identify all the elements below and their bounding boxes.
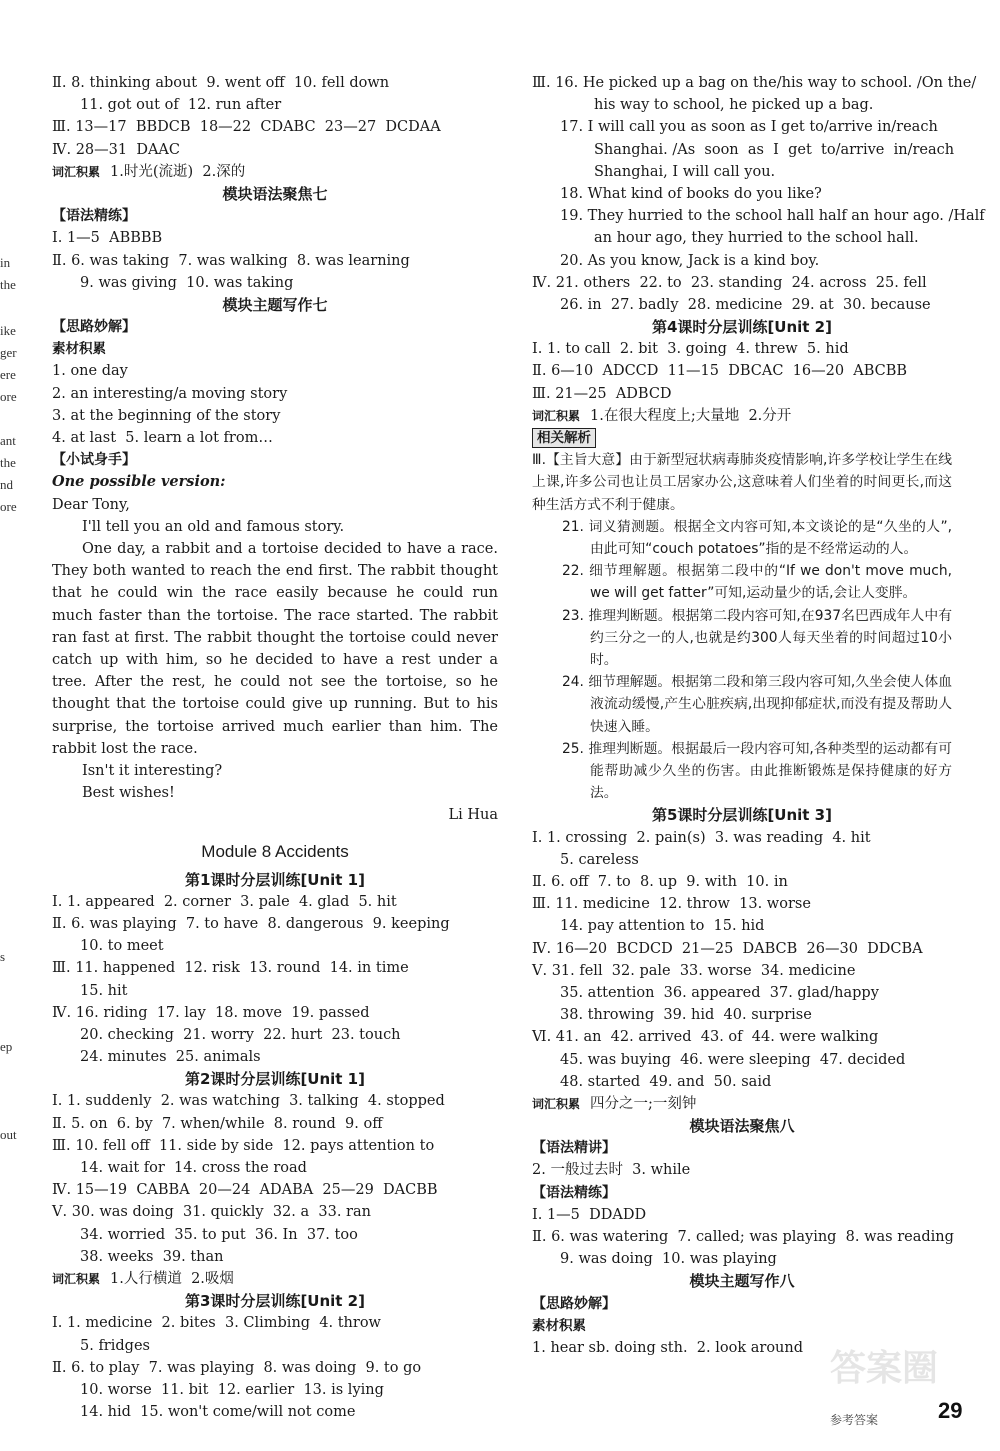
answer-line: 35. attention 36. appeared 37. glad/happy: [560, 984, 879, 1001]
section-title: 第5课时分层训练[Unit 3]: [652, 806, 832, 825]
answer-line: Ⅰ. 1. to call 2. bit 3. going 4. threw 5. hid: [532, 341, 849, 358]
answer-line: 2. an interesting/a moving story: [52, 385, 288, 402]
bleed-text: ere: [0, 367, 16, 382]
watermark-logo: 答案圈: [830, 1348, 939, 1389]
bleed-text: ore: [0, 389, 17, 404]
left-column: [52, 72, 498, 1423]
analysis-item: 23. 推理判断题。根据第二段内容可知,在937名巴西成年人中有约三分之一的人,也就是约300人每天坐着的时间超过10小时。: [562, 607, 952, 669]
section-title: 模块语法聚焦八: [689, 1117, 795, 1136]
analysis-item: 21. 词义猜测题。根据全文内容可知,本文谈论的是“久坐的人”,由此可知“couch potatoes”指的是不经常运动的人。: [562, 518, 952, 557]
answer-line: Ⅳ. 28—31 DAAC: [52, 141, 180, 158]
answer-line: Ⅱ. 6. off 7. to 8. up 9. with 10. in: [532, 874, 788, 890]
answer-line: 45. was buying 46. were sleeping 47. decided: [560, 1051, 906, 1068]
answer-line: Ⅲ. 10. fell off 11. side by side 12. pays attention to: [52, 1137, 435, 1154]
analysis-intro: Ⅲ.【主旨大意】由于新型冠状病毒肺炎疫情影响,许多学校让学生在线上课,许多公司也让员工居家办公,这意味着人们坐着的时间更长,而这种生活方式不利于健康。: [532, 452, 952, 513]
bracket-heading: 【语法精练】: [52, 208, 136, 225]
answer-line: 20. checking 21. worry 22. hurt 23. touch: [80, 1026, 401, 1043]
vocab-text: 1.在很大程度上;大量地 2.分开: [590, 407, 792, 424]
vocab-label: 词汇积累: [532, 1096, 581, 1111]
section-title: 第4课时分层训练[Unit 2]: [652, 318, 832, 337]
answer-line: Ⅰ. 1. appeared 2. corner 3. pale 4. glad 5. hit: [52, 893, 397, 910]
answer-line: 14. wait for 14. cross the road: [80, 1160, 307, 1177]
bleed-text: ger: [0, 345, 17, 360]
bleed-text: ike: [0, 323, 16, 338]
answer-line: Ⅳ. 16. riding 17. lay 18. move 19. passed: [52, 1004, 370, 1021]
answer-line: Ⅲ. 13—17 BBDCB 18—22 CDABC 23—27 DCDAA: [52, 119, 441, 136]
answer-line: 9. was doing 10. was playing: [560, 1251, 777, 1268]
section-title: 第3课时分层训练[Unit 2]: [185, 1292, 365, 1311]
answer-line: his way to school, he picked up a bag.: [594, 97, 874, 114]
answer-line: 24. minutes 25. animals: [80, 1049, 261, 1066]
section-title: 模块主题写作八: [689, 1272, 795, 1291]
bracket-heading: 【思路妙解】: [532, 1295, 616, 1312]
answer-line: Ⅱ. 6. was playing 7. to have 8. dangerous 9. keeping: [52, 915, 450, 932]
vocab-text: 1.时光(流逝) 2.深的: [110, 163, 246, 180]
answer-line: Ⅲ. 16. He picked up a bag on the/his way to school. /On the/: [532, 75, 977, 91]
bleed-text: in: [0, 255, 11, 270]
related-analysis-label: 相关解析: [532, 428, 596, 448]
analysis-item: 22. 细节理解题。根据第二段中的“If we don't move much, we will get fatter”可知,运动量少的话,会让人变胖。: [562, 563, 952, 602]
answer-line: 10. to meet: [80, 938, 164, 955]
vocab-text: 四分之一;一刻钟: [590, 1095, 697, 1112]
section-title: 第1课时分层训练[Unit 1]: [185, 870, 365, 889]
answer-line: 5. fridges: [80, 1337, 150, 1354]
adjacent-page-bleed: [0, 0, 22, 1451]
answer-line: 18. What kind of books do you like?: [560, 185, 822, 202]
bracket-heading: 【小试身手】: [52, 452, 136, 469]
vocab-label: 词汇积累: [52, 164, 101, 179]
vocab-label: 词汇积累: [52, 1271, 101, 1286]
vocab-label: 词汇积累: [532, 408, 581, 423]
bracket-heading: 【语法精讲】: [532, 1140, 616, 1157]
answer-line: Shanghai, I will call you.: [594, 163, 776, 180]
bleed-text: nd: [0, 477, 13, 492]
answer-line: 1. one day: [52, 363, 128, 380]
letter-paragraph: One day, a rabbit and a tortoise decided to have a race. They both wanted to reach the end first. The rabbit thought that he could win the race easily because he could run much faster than the tortoise. The race started. The rabbit ran fast at first. The rabbit thought the tortoise could never catch up with him, so he decided to have a rest under a tree. After the rest, he could not see the tortoise, so he thought that the tortoise could give up running. But to his surprise, the tortoise arrived much earlier than him. The rabbit lost the race.: [52, 540, 498, 757]
page-number: 29: [938, 1398, 963, 1423]
sub-heading: 素材积累: [52, 341, 106, 358]
vocab-line: [52, 161, 498, 183]
answer-line: Ⅲ. 21—25 ADBCD: [532, 385, 672, 402]
answer-line: Ⅱ. 6—10 ADCCD 11—15 DBCAC 16—20 ABCBB: [532, 363, 908, 380]
answer-line: 38. throwing 39. hid 40. surprise: [560, 1007, 812, 1024]
answer-line: 19. They hurried to the school hall half an hour ago. /Half: [560, 208, 985, 225]
letter-paragraph: Isn't it interesting?: [82, 762, 223, 779]
answer-line: 9. was giving 10. was taking: [80, 274, 294, 291]
analysis-item: 25. 推理判断题。根据最后一段内容可知,各种类型的运动都有可能帮助减少久坐的伤害。由此推断锻炼是保持健康的好方法。: [562, 740, 952, 802]
answer-line: Ⅱ. 6. was taking 7. was walking 8. was learning: [52, 252, 410, 269]
answer-line: 15. hit: [80, 982, 128, 999]
answer-line: Ⅴ. 31. fell 32. pale 33. worse 34. medicine: [532, 962, 856, 979]
letter-closing: Best wishes!: [82, 785, 175, 802]
vocab-line: [532, 1093, 952, 1115]
letter-paragraph: I'll tell you an old and famous story.: [82, 518, 345, 535]
bleed-text: the: [0, 277, 16, 292]
answer-line: Shanghai. /As soon as I get to/arrive in/reach: [594, 141, 955, 158]
sub-heading: 素材积累: [532, 1317, 586, 1334]
answer-line: 20. As you know, Jack is a kind boy.: [560, 252, 820, 269]
answer-line: Ⅳ. 21. others 22. to 23. standing 24. across 25. fell: [532, 274, 927, 291]
answer-line: an hour ago, they hurried to the school hall.: [594, 230, 919, 247]
answer-line: 14. pay attention to 15. hid: [560, 918, 765, 935]
answer-line: 14. hid 15. won't come/will not come: [80, 1404, 356, 1421]
answer-line: Ⅰ. 1—5 DDADD: [532, 1206, 647, 1223]
analysis-item: 24. 细节理解题。根据第二段和第三段内容可知,久坐会使人体血液流动缓慢,产生心脏疾病,出现抑郁症状,而没有提及帮助人快速入睡。: [562, 674, 952, 735]
bleed-text: ore: [0, 499, 17, 514]
bleed-text: the: [0, 455, 16, 470]
answer-line: 1. hear sb. doing sth. 2. look around: [532, 1339, 804, 1356]
section-title: 第2课时分层训练[Unit 1]: [185, 1070, 365, 1089]
answer-line: 10. worse 11. bit 12. earlier 13. is lying: [80, 1381, 384, 1398]
bleed-text: out: [0, 1127, 17, 1142]
answer-line: Ⅱ. 5. on 6. by 7. when/while 8. round 9. off: [52, 1115, 383, 1132]
version-label: One possible version:: [52, 473, 226, 491]
answer-line: Ⅴ. 30. was doing 31. quickly 32. a 33. ran: [52, 1204, 371, 1221]
answer-line: 5. careless: [560, 851, 639, 868]
bracket-heading: 【思路妙解】: [52, 319, 136, 336]
module-title: Module 8 Accidents: [201, 841, 349, 861]
answer-line: 26. in 27. badly 28. medicine 29. at 30. because: [560, 296, 931, 313]
answer-line: Ⅲ. 11. happened 12. risk 13. round 14. in time: [52, 960, 409, 977]
answer-line: 48. started 49. and 50. said: [560, 1073, 772, 1090]
answer-line: Ⅲ. 11. medicine 12. throw 13. worse: [532, 896, 811, 913]
answer-line: Ⅱ. 6. was watering 7. called; was playing 8. was reading: [532, 1229, 954, 1245]
bleed-text: ep: [0, 1039, 13, 1054]
answer-line: Ⅱ. 6. to play 7. was playing 8. was doing 9. to go: [52, 1359, 422, 1376]
answer-line: 17. I will call you as soon as I get to/arrive in/reach: [560, 119, 938, 136]
section-title: 模块语法聚焦七: [222, 184, 328, 203]
answer-line: 34. worried 35. to put 36. In 37. too: [80, 1226, 358, 1243]
answer-line: Ⅰ. 1. medicine 2. bites 3. Climbing 4. throw: [52, 1315, 381, 1332]
related-analysis-row: [532, 427, 952, 449]
answer-line: 3. at the beginning of the story: [52, 407, 281, 424]
vocab-text: 1.人行横道 2.吸烟: [110, 1270, 234, 1287]
answer-line: Ⅰ. 1. suddenly 2. was watching 3. talking 4. stopped: [52, 1093, 445, 1110]
vocab-line: [532, 405, 952, 427]
answer-line: Ⅰ. 1—5 ABBBB: [52, 230, 163, 247]
letter-salutation: Dear Tony,: [52, 496, 130, 513]
answer-line: Ⅳ. 15—19 CABBA 20—24 ADABA 25—29 DACBB: [52, 1182, 438, 1199]
answer-line: 11. got out of 12. run after: [80, 97, 282, 114]
section-title: 模块主题写作七: [222, 295, 328, 314]
answer-line: Ⅰ. 1. crossing 2. pain(s) 3. was reading 4. hit: [532, 829, 871, 846]
bracket-heading: 【语法精练】: [532, 1184, 616, 1201]
answer-line: 38. weeks 39. than: [80, 1248, 224, 1265]
answer-line: Ⅳ. 16—20 BCDCD 21—25 DABCB 26—30 DDCBA: [532, 940, 923, 957]
bleed-text: ant: [0, 433, 16, 448]
answer-line: 4. at last 5. learn a lot from…: [52, 430, 273, 446]
right-column: [532, 72, 985, 1359]
vocab-line: [52, 1268, 498, 1290]
bleed-text: s: [0, 949, 6, 964]
footer-label: 参考答案: [830, 1413, 879, 1427]
answer-line: Ⅵ. 41. an 42. arrived 43. of 44. were walking: [532, 1029, 879, 1046]
letter-signature: Li Hua: [448, 807, 498, 824]
answer-line: Ⅱ. 8. thinking about 9. went off 10. fell down: [52, 75, 390, 91]
answer-line: 2. 一般过去时 3. while: [532, 1162, 691, 1179]
